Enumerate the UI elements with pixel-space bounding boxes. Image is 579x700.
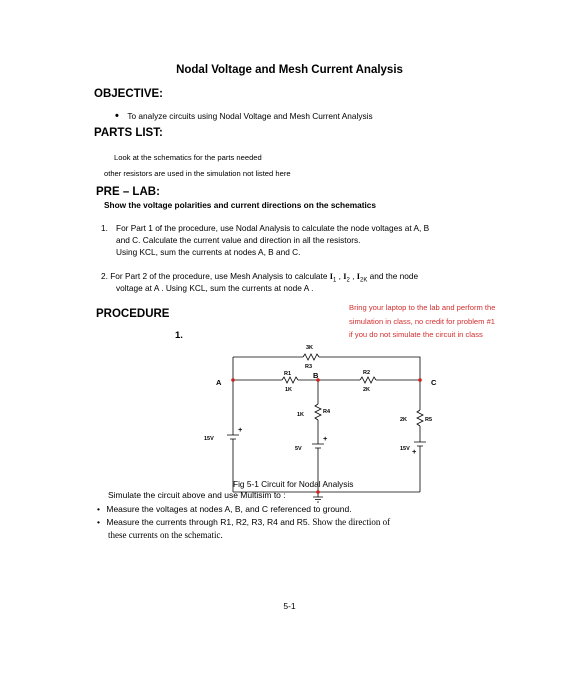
figure-bullet-1-text: Measure the voltages at nodes A, B, and C referenced to ground. <box>106 504 352 514</box>
figure-bullet-1 <box>97 504 352 514</box>
prelab-item-1-number: 1. <box>101 223 108 233</box>
r4-name-label: R4 <box>323 409 331 415</box>
current-i1: I <box>329 272 333 281</box>
parts-line-1: Look at the schematics for the parts needed <box>114 153 262 162</box>
parts-line-2: other resistors are used in the simulation not listed here <box>104 169 291 178</box>
node-a-dot <box>231 378 235 382</box>
r4-resistor <box>315 404 321 420</box>
parts-heading: PARTS LIST: <box>94 127 163 139</box>
prelab-item-2-number: 2. <box>101 271 108 281</box>
prelab-item-2-line-2: voltage at A . Using KCL, sum the currents at node A . <box>116 283 314 293</box>
node-a-label: A <box>216 378 222 387</box>
prelab-item-1-line-2: and C. Calculate the current value and direction in all the resistors. <box>116 235 361 245</box>
v3-plus-label: + <box>412 447 417 456</box>
prelab-heading: PRE – LAB: <box>96 186 160 198</box>
r2-name-label: R2 <box>363 370 371 376</box>
prelab-item-2-text-a: For Part 2 of the procedure, use Mesh Analysis to calculate <box>110 271 330 281</box>
node-b-label: B <box>313 371 319 380</box>
objective-text: To analyze circuits using Nodal Voltage and Mesh Current Analysis <box>127 111 373 121</box>
r5-name-label: R5 <box>425 417 433 423</box>
v1-source <box>227 435 239 439</box>
r4-value-label: 1K <box>297 412 305 418</box>
bullet-icon: • <box>97 504 100 514</box>
separator-1: , <box>336 271 344 281</box>
prelab-subheading: Show the voltage polarities and current directions on the schematics <box>104 200 377 210</box>
r5-value-label: 2K <box>400 417 408 423</box>
r3-name-label: R3 <box>305 364 313 370</box>
bullet-icon: • <box>115 110 119 122</box>
figure-bullet-2 <box>97 517 390 527</box>
separator-2: , <box>349 271 357 281</box>
v2-source <box>312 444 324 448</box>
figure-bullet-2-text-a: Measure the currents through R1, R2, R3, R4 and R5. <box>106 517 310 527</box>
v1-label: 15V <box>204 436 214 442</box>
current-i1-subscript: 1 <box>333 277 337 284</box>
v3-label: 15V <box>400 446 410 452</box>
objective-heading: OBJECTIVE: <box>94 88 164 100</box>
procedure-note-line-2: simulation in class, no credit for problem #1 <box>349 316 496 326</box>
prelab-item-2-text-b: and the node <box>367 271 419 281</box>
figure-instructions: Simulate the circuit above and use Multisim to : <box>108 490 286 500</box>
node-c-dot <box>418 378 422 382</box>
r2-resistor <box>360 377 376 383</box>
current-i2k-subscript: 2K <box>360 277 368 284</box>
v1-plus-label: + <box>238 425 243 434</box>
figure-bullet-2-text-b: Show the direction of <box>312 517 391 527</box>
top-wire-right <box>319 357 420 380</box>
v2-plus-label: + <box>323 434 328 443</box>
prelab-item-1-line-3: Using KCL, sum the currents at nodes A, B and C. <box>116 247 301 257</box>
procedure-number: 1. <box>175 330 183 341</box>
procedure-note-line-3: if you do not simulate the circuit in class <box>349 330 483 339</box>
r3-resistor <box>303 354 319 360</box>
r1-value-label: 1K <box>285 387 293 393</box>
page-number: 5-1 <box>283 601 296 611</box>
current-i2-subscript: 2 <box>346 277 350 284</box>
ground-node-dot <box>316 490 320 494</box>
current-i2: I <box>343 272 347 281</box>
r2-value-label: 2K <box>363 387 371 393</box>
r1-name-label: R1 <box>284 371 292 377</box>
v3-source <box>414 442 426 446</box>
figure-caption: Fig 5-1 Circuit for Nodal Analysis <box>233 479 354 489</box>
current-i2k: I <box>356 272 360 281</box>
node-c-label: C <box>431 378 437 387</box>
v2-label: 5V <box>295 446 302 452</box>
procedure-heading: PROCEDURE <box>96 308 170 320</box>
prelab-item-1-line-1: For Part 1 of the procedure, use Nodal Analysis to calculate the node voltages at A, B <box>116 223 430 233</box>
procedure-note-line-1: Bring your laptop to the lab and perform the <box>349 303 496 312</box>
bullet-icon: • <box>97 517 100 527</box>
figure-bullet-2-text-c: these currents on the schematic. <box>108 530 223 540</box>
r5-resistor <box>417 410 423 426</box>
r1-resistor <box>282 377 298 383</box>
r3-value-label: 3K <box>306 345 314 351</box>
page-title: Nodal Voltage and Mesh Current Analysis <box>176 64 403 76</box>
